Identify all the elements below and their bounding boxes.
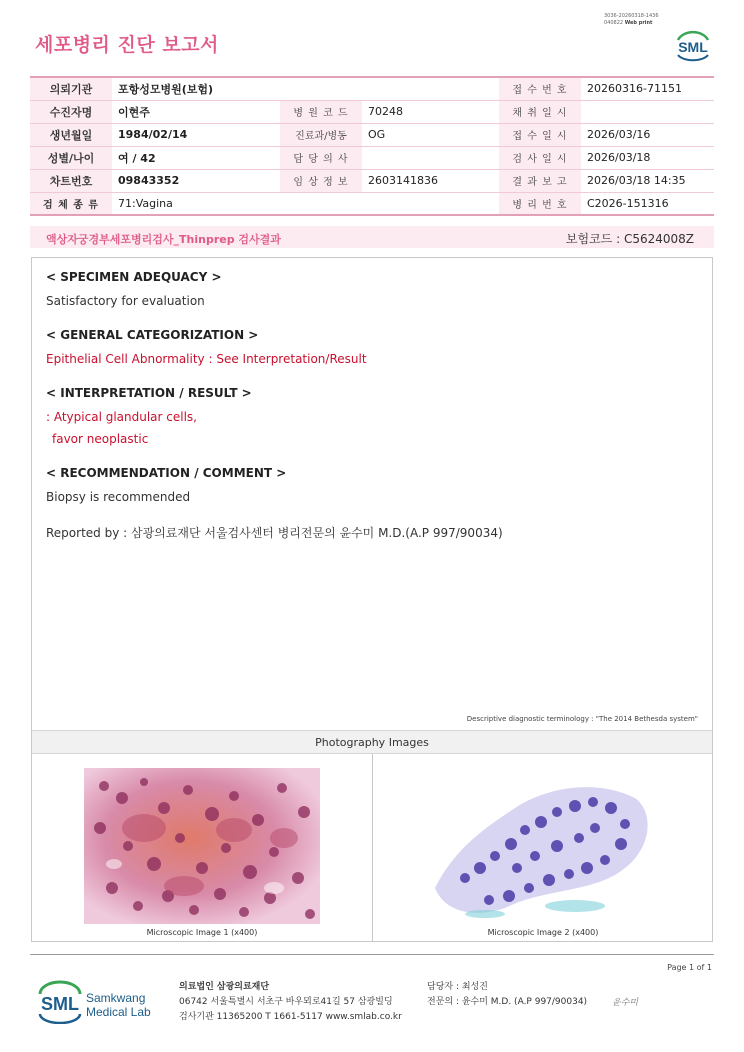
section-heading: < INTERPRETATION / RESULT > xyxy=(46,386,252,400)
general-categorization-section xyxy=(46,328,696,368)
report-body xyxy=(46,270,696,541)
signature: 윤수미 xyxy=(612,998,639,1008)
image-caption-1: Microscopic Image 1 (x400) xyxy=(146,928,258,937)
info-label: 진료과/병동 xyxy=(280,123,362,146)
staff-in-charge: 담당자 : 최성진 xyxy=(427,982,488,992)
section-heading: < SPECIMEN ADEQUACY > xyxy=(46,270,222,284)
info-value-physician xyxy=(362,146,499,169)
print-code xyxy=(604,13,659,27)
footer-staff xyxy=(427,980,587,1010)
table-row xyxy=(30,77,714,100)
print-code-line1: 3036-20260318-1436 xyxy=(604,13,659,19)
section-text: Biopsy is recommended xyxy=(46,490,191,504)
info-value-institution: 포항성모병원(보험) xyxy=(112,77,499,100)
info-value-specimen: 71:Vagina xyxy=(112,192,499,215)
info-label: 담 당 의 사 xyxy=(280,146,362,169)
info-label: 임 상 정 보 xyxy=(280,169,362,192)
info-label: 검 사 일 시 xyxy=(499,146,581,169)
info-label: 병 원 코 드 xyxy=(280,100,362,123)
org-address: 06742 서울특별시 서초구 바우뫼로41길 57 삼광빌딩 xyxy=(179,997,393,1007)
svg-text:SML: SML xyxy=(678,39,708,55)
table-row xyxy=(30,169,714,192)
samkwang-logo-icon xyxy=(36,980,186,1024)
info-value-hospital-code: 70248 xyxy=(362,100,499,123)
info-value-department: OG xyxy=(362,123,499,146)
info-value-pathology-no: C2026-151316 xyxy=(581,192,714,215)
staff-pathologist: 전문의 : 윤수미 M.D. (A.P 997/90034) xyxy=(427,997,588,1007)
info-value-clinical-info: 2603141836 xyxy=(362,169,499,192)
report-box xyxy=(31,257,713,942)
info-value-birthdate: 1984/02/14 xyxy=(112,123,280,146)
info-label: 생년월일 xyxy=(30,123,112,146)
table-row xyxy=(30,100,714,123)
specimen-adequacy-section xyxy=(46,270,696,310)
test-name: 액상자궁경부세포병리검사_Thinprep 검사결과 xyxy=(46,233,281,246)
section-text: Satisfactory for evaluation xyxy=(46,294,205,308)
info-value-result-report: 2026/03/18 14:35 xyxy=(581,169,714,192)
info-value-patient-name: 이현주 xyxy=(112,100,280,123)
image-caption-2: Microscopic Image 2 (x400) xyxy=(487,928,599,937)
info-value-receipt-date: 2026/03/16 xyxy=(581,123,714,146)
info-value-sex-age: 여 / 42 xyxy=(112,146,280,169)
footer-organization xyxy=(179,980,402,1025)
section-text: favor neoplastic xyxy=(52,432,149,446)
svg-text:Medical Lab: Medical Lab xyxy=(86,1005,151,1019)
footer-divider xyxy=(30,954,714,955)
table-row xyxy=(30,146,714,169)
info-label: 차트번호 xyxy=(30,169,112,192)
section-heading: < GENERAL CATEGORIZATION > xyxy=(46,328,259,342)
org-name: 의료법인 삼광의료재단 xyxy=(179,982,270,992)
info-label: 성별/나이 xyxy=(30,146,112,169)
info-label: 채 취 일 시 xyxy=(499,100,581,123)
patient-info-table xyxy=(30,76,714,216)
microscopic-image-2 xyxy=(425,768,661,924)
terminology-note: Descriptive diagnostic terminology : "The 2014 Bethesda system" xyxy=(466,715,698,723)
sml-logo-icon xyxy=(672,26,714,62)
info-label: 의뢰기관 xyxy=(30,77,112,100)
org-contact: 검사기관 11365200 T 1661-5117 www.smlab.co.kr xyxy=(179,1012,402,1022)
svg-text:Samkwang: Samkwang xyxy=(86,991,146,1005)
page-title: 세포병리 진단 보고서 xyxy=(35,34,219,56)
svg-text:SML: SML xyxy=(41,994,79,1014)
print-code-line2: 040822 Web print xyxy=(604,20,653,26)
interpretation-section xyxy=(46,386,696,448)
info-label: 검 체 종 류 xyxy=(30,192,112,215)
info-value-chart-no: 09843352 xyxy=(112,169,280,192)
section-text: : Atypical glandular cells, xyxy=(46,410,197,424)
info-value-test-date: 2026/03/18 xyxy=(581,146,714,169)
info-label: 접 수 일 시 xyxy=(499,123,581,146)
test-name-bar xyxy=(30,226,714,248)
photography-header: Photography Images xyxy=(32,730,712,754)
page-number: Page 1 of 1 xyxy=(667,963,712,972)
microscopic-image-1 xyxy=(84,768,320,924)
section-text: Epithelial Cell Abnormality : See Interpretation/Result xyxy=(46,352,367,366)
info-label: 수진자명 xyxy=(30,100,112,123)
info-label: 결 과 보 고 xyxy=(499,169,581,192)
reported-by: Reported by : 삼광의료재단 서울검사센터 병리전문의 윤수미 M.D.(A.P 997/90034) xyxy=(46,526,503,540)
divider xyxy=(372,754,373,941)
table-row xyxy=(30,192,714,215)
info-value-receipt-no: 20260316-71151 xyxy=(581,77,714,100)
info-label: 접 수 번 호 xyxy=(499,77,581,100)
section-heading: < RECOMMENDATION / COMMENT > xyxy=(46,466,287,480)
table-row xyxy=(30,123,714,146)
recommendation-section xyxy=(46,466,696,506)
insurance-code: 보험코드 : C5624008Z xyxy=(565,232,694,246)
info-value-collection-date xyxy=(581,100,714,123)
info-label: 병 리 번 호 xyxy=(499,192,581,215)
